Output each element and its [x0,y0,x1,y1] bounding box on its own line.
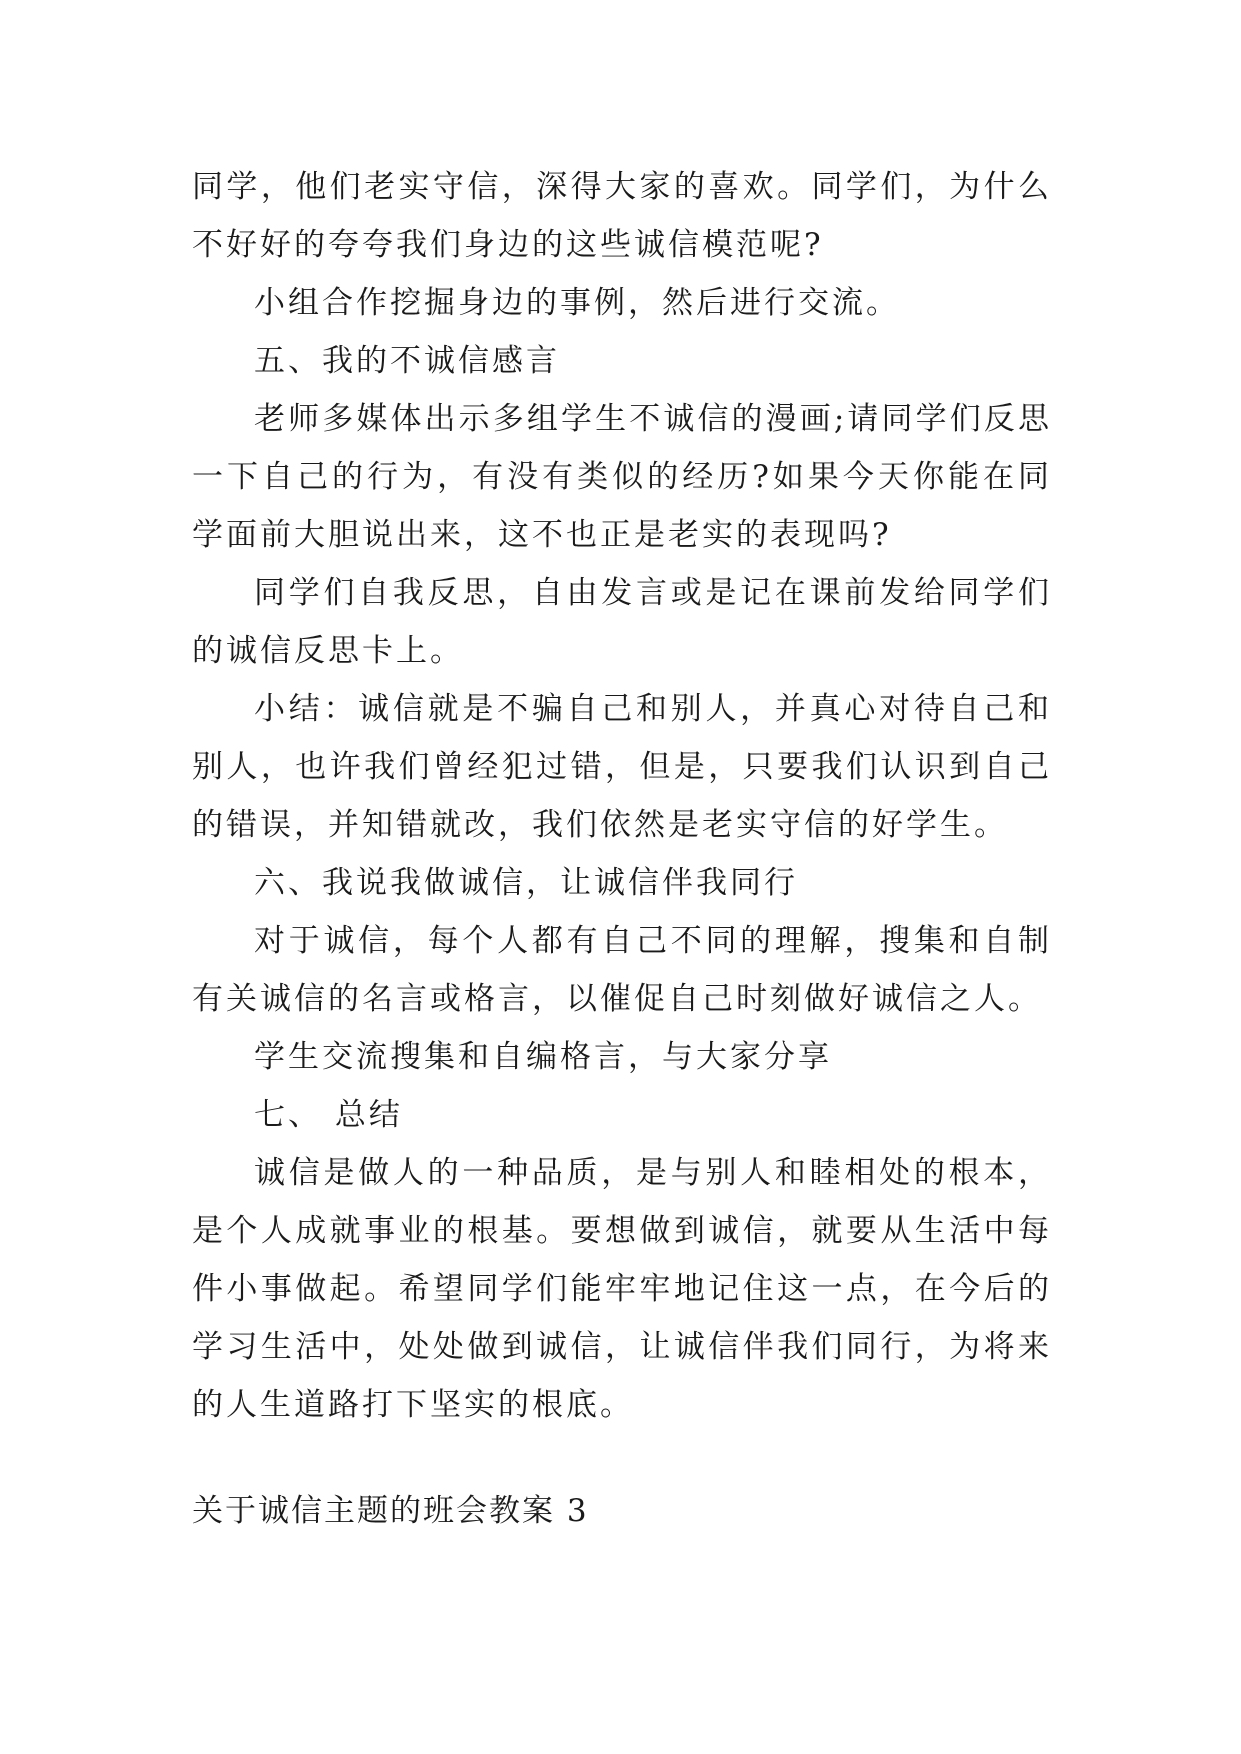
heading-five: 五、我的不诚信感言 [254,343,560,379]
paragraph: 学生交流搜集和自编格言，与大家分享 [254,1039,832,1075]
paragraph: 小组合作挖掘身边的事例，然后进行交流。 [254,285,900,321]
section-title: 关于诚信主题的班会教案 3 [192,1493,589,1529]
paragraph: 老师多媒体出示多组学生不诚信的漫画;请同学们反思一下自己的行为，有没有类似的经历?如果今天你能在同学面前大胆说出来，这不也正是老实的表现吗? [192,401,1052,553]
paragraph-summary: 小结：诚信就是不骗自己和别人，并真心对待自己和别人，也许我们曾经犯过错，但是，只要我们认识到自己的错误，并知错就改，我们依然是老实守信的好学生。 [192,691,1052,843]
heading-six: 六、我说我做诚信，让诚信伴我同行 [254,865,798,901]
paragraph: 对于诚信，每个人都有自己不同的理解，搜集和自制有关诚信的名言或格言，以催促自己时刻做好诚信之人。 [192,923,1052,1017]
heading-seven: 七、 总结 [254,1097,403,1133]
body-text [192,158,1052,1434]
paragraph-conclusion: 诚信是做人的一种品质，是与别人和睦相处的根本，是个人成就事业的根基。要想做到诚信，就要从生活中每件小事做起。希望同学们能牢牢地记住这一点，在今后的学习生活中，处处做到诚信，让诚信伴我们同行，为将来的人生道路打下坚实的根底。 [192,1155,1052,1423]
paragraph: 同学们自我反思，自由发言或是记在课前发给同学们的诚信反思卡上。 [192,575,1052,669]
paragraph-continued: 同学，他们老实守信，深得大家的喜欢。同学们，为什么不好好的夸夸我们身边的这些诚信模范呢? [192,169,1052,263]
